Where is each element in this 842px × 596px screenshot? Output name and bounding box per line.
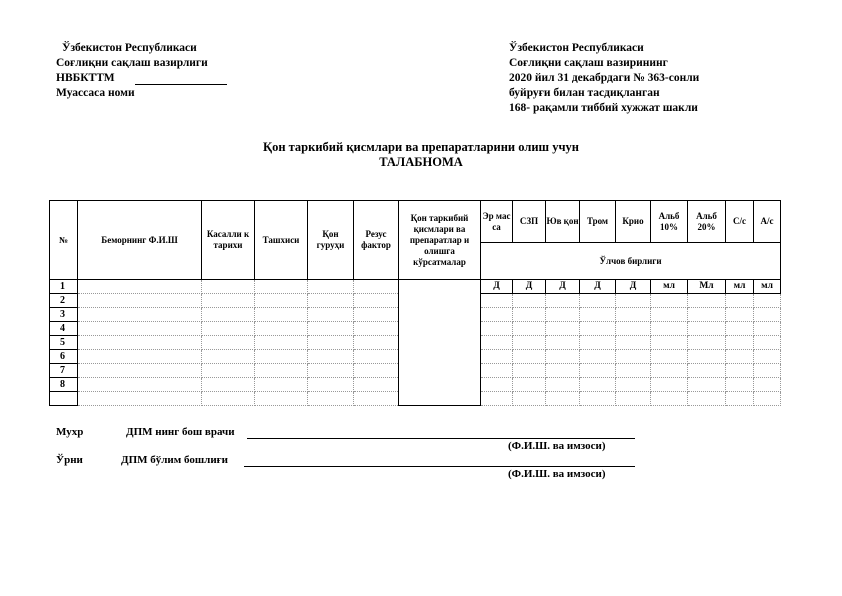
case-history-cell[interactable] xyxy=(202,378,255,392)
quantity-cell[interactable] xyxy=(651,322,688,336)
quantity-cell[interactable] xyxy=(726,350,754,364)
header-cryo: Крио xyxy=(616,201,651,243)
header-albumin-20: Альб 20% xyxy=(688,201,726,243)
header-blood-group: Қон гуруҳи xyxy=(308,201,354,280)
header-number: № xyxy=(50,201,78,280)
rhesus-cell[interactable] xyxy=(354,294,399,308)
quantity-cell[interactable] xyxy=(546,322,580,336)
quantity-cell[interactable] xyxy=(651,336,688,350)
quantity-cell[interactable] xyxy=(580,350,616,364)
unit-cell: Д xyxy=(616,280,651,294)
header-indications: Қон таркибий қисмлари ва препаратлар и олишга кўрсатмалар xyxy=(399,201,481,280)
quantity-cell[interactable] xyxy=(546,378,580,392)
patient-name-cell[interactable] xyxy=(78,350,202,364)
quantity-cell[interactable] xyxy=(546,350,580,364)
quantity-cell[interactable] xyxy=(726,364,754,378)
ministry-country-right: Ўзбекистон Республикаси xyxy=(509,42,644,54)
quantity-cell[interactable] xyxy=(726,294,754,308)
header-thrombo: Тром xyxy=(580,201,616,243)
quantity-cell[interactable] xyxy=(616,308,651,322)
row-number: 5 xyxy=(50,336,78,350)
quantity-cell[interactable] xyxy=(754,364,781,378)
ministry-name-right: Соғлиқни сақлаш вазирининг xyxy=(509,57,668,69)
approval-note: буйруғи билан тасдиқланган xyxy=(509,87,660,99)
patient-name-cell[interactable] xyxy=(78,364,202,378)
quantity-cell[interactable] xyxy=(616,392,651,406)
quantity-cell[interactable] xyxy=(688,392,726,406)
quantity-cell[interactable] xyxy=(754,322,781,336)
quantity-cell[interactable] xyxy=(481,322,513,336)
header-rhesus-factor: Резус фактор xyxy=(354,201,399,280)
quantity-cell[interactable] xyxy=(546,364,580,378)
case-history-cell[interactable] xyxy=(202,294,255,308)
place-label: Ўрни xyxy=(56,454,83,466)
quantity-cell[interactable] xyxy=(481,378,513,392)
quantity-cell[interactable] xyxy=(754,378,781,392)
rhesus-cell[interactable] xyxy=(354,322,399,336)
row-number: 3 xyxy=(50,308,78,322)
diagnosis-cell[interactable] xyxy=(255,336,308,350)
quantity-cell[interactable] xyxy=(616,336,651,350)
quantity-cell[interactable] xyxy=(616,350,651,364)
ministry-name-left: Соғлиқни сақлаш вазирлиги xyxy=(56,57,208,69)
quantity-cell[interactable] xyxy=(616,322,651,336)
diagnosis-cell[interactable] xyxy=(255,350,308,364)
request-table xyxy=(49,200,781,406)
quantity-cell[interactable] xyxy=(513,378,546,392)
quantity-cell[interactable] xyxy=(651,364,688,378)
form-number: 168- рақамли тиббий хужжат шакли xyxy=(509,102,698,114)
institution-name-label: Муассаса номи xyxy=(56,87,135,99)
quantity-cell[interactable] xyxy=(580,294,616,308)
department-signature-line[interactable] xyxy=(244,466,635,467)
department-head-label: ДПМ бўлим бошлиғи xyxy=(121,454,228,466)
quantity-cell[interactable] xyxy=(580,308,616,322)
quantity-cell[interactable] xyxy=(546,308,580,322)
patient-name-cell[interactable] xyxy=(78,322,202,336)
quantity-cell[interactable] xyxy=(688,308,726,322)
diagnosis-cell[interactable] xyxy=(255,364,308,378)
quantity-cell[interactable] xyxy=(651,308,688,322)
rhesus-cell[interactable] xyxy=(354,364,399,378)
quantity-cell[interactable] xyxy=(481,350,513,364)
quantity-cell[interactable] xyxy=(513,364,546,378)
chief-doctor-label: ДПМ нинг бош врачи xyxy=(126,426,235,438)
quantity-cell[interactable] xyxy=(513,322,546,336)
unit-cell: Д xyxy=(546,280,580,294)
quantity-cell[interactable] xyxy=(651,350,688,364)
row-number: 2 xyxy=(50,294,78,308)
case-history-cell[interactable] xyxy=(202,308,255,322)
quantity-cell[interactable] xyxy=(513,392,546,406)
stamp-label: Мухр xyxy=(56,426,84,438)
unit-cell: мл xyxy=(754,280,781,294)
diagnosis-cell[interactable] xyxy=(255,392,308,406)
header-washed-blood: Юв қон xyxy=(546,201,580,243)
quantity-cell[interactable] xyxy=(616,378,651,392)
row-number: 4 xyxy=(50,322,78,336)
header-albumin-10: Альб 10% xyxy=(651,201,688,243)
quantity-cell[interactable] xyxy=(726,378,754,392)
blood-group-cell[interactable] xyxy=(308,322,354,336)
case-history-cell[interactable] xyxy=(202,280,255,294)
quantity-cell[interactable] xyxy=(580,392,616,406)
header-diagnosis: Ташхиси xyxy=(255,201,308,280)
patient-name-cell[interactable] xyxy=(78,294,202,308)
quantity-cell[interactable] xyxy=(688,378,726,392)
header-unit-label: Ўлчов бирлиги xyxy=(481,243,781,280)
row-number-empty xyxy=(50,392,78,406)
unit-cell: Д xyxy=(513,280,546,294)
document-title-main: ТАЛАБНОМА xyxy=(379,155,463,169)
institution-code-line xyxy=(135,84,227,85)
quantity-cell[interactable] xyxy=(754,392,781,406)
rhesus-cell[interactable] xyxy=(354,392,399,406)
unit-cell: мл xyxy=(651,280,688,294)
case-history-cell[interactable] xyxy=(202,392,255,406)
quantity-cell[interactable] xyxy=(580,364,616,378)
indications-cell[interactable] xyxy=(399,280,481,406)
quantity-cell[interactable] xyxy=(513,294,546,308)
quantity-cell[interactable] xyxy=(688,364,726,378)
patient-name-cell[interactable] xyxy=(78,280,202,294)
diagnosis-cell[interactable] xyxy=(255,308,308,322)
quantity-cell[interactable] xyxy=(513,336,546,350)
quantity-cell[interactable] xyxy=(726,322,754,336)
quantity-cell[interactable] xyxy=(481,392,513,406)
quantity-cell[interactable] xyxy=(651,392,688,406)
blood-group-cell[interactable] xyxy=(308,378,354,392)
patient-name-cell[interactable] xyxy=(78,392,202,406)
quantity-cell[interactable] xyxy=(481,336,513,350)
quantity-cell[interactable] xyxy=(546,392,580,406)
document-title: Қон таркибий қисмлари ва препаратларини олиш учун xyxy=(263,140,579,154)
unit-cell: Мл xyxy=(688,280,726,294)
quantity-cell[interactable] xyxy=(688,350,726,364)
patient-name-cell[interactable] xyxy=(78,308,202,322)
case-history-cell[interactable] xyxy=(202,364,255,378)
quantity-cell[interactable] xyxy=(651,378,688,392)
quantity-cell[interactable] xyxy=(616,294,651,308)
quantity-cell[interactable] xyxy=(688,336,726,350)
blood-group-cell[interactable] xyxy=(308,308,354,322)
diagnosis-cell[interactable] xyxy=(255,378,308,392)
quantity-cell[interactable] xyxy=(726,308,754,322)
blood-group-cell[interactable] xyxy=(308,364,354,378)
quantity-cell[interactable] xyxy=(754,336,781,350)
quantity-cell[interactable] xyxy=(546,294,580,308)
patient-name-cell[interactable] xyxy=(78,336,202,350)
blood-group-cell[interactable] xyxy=(308,336,354,350)
rhesus-cell[interactable] xyxy=(354,280,399,294)
department-signature-hint: (Ф.И.Ш. ва имзоси) xyxy=(508,468,606,480)
rhesus-cell[interactable] xyxy=(354,378,399,392)
quantity-cell[interactable] xyxy=(616,364,651,378)
case-history-cell[interactable] xyxy=(202,322,255,336)
chief-signature-hint: (Ф.И.Ш. ва имзоси) xyxy=(508,440,606,452)
rhesus-cell[interactable] xyxy=(354,308,399,322)
blood-group-cell[interactable] xyxy=(308,294,354,308)
quantity-cell[interactable] xyxy=(481,364,513,378)
quantity-cell[interactable] xyxy=(513,350,546,364)
header-patient-name: Беморнинг Ф.И.Ш xyxy=(78,201,202,280)
order-reference: 2020 йил 31 декабрдаги № 363-сонли xyxy=(509,72,700,84)
diagnosis-cell[interactable] xyxy=(255,294,308,308)
diagnosis-cell[interactable] xyxy=(255,280,308,294)
unit-cell: Д xyxy=(481,280,513,294)
header-case-history: Касалли к тарихи xyxy=(202,201,255,280)
row-number: 7 xyxy=(50,364,78,378)
quantity-cell[interactable] xyxy=(651,294,688,308)
institution-code-label: НВБКТТМ xyxy=(56,72,115,84)
header-szp: СЗП xyxy=(513,201,546,243)
header-cs: С/с xyxy=(726,201,754,243)
quantity-cell[interactable] xyxy=(546,336,580,350)
quantity-cell[interactable] xyxy=(513,308,546,322)
blood-group-cell[interactable] xyxy=(308,280,354,294)
quantity-cell[interactable] xyxy=(580,378,616,392)
quantity-cell[interactable] xyxy=(726,336,754,350)
quantity-cell[interactable] xyxy=(754,308,781,322)
blood-group-cell[interactable] xyxy=(308,350,354,364)
unit-cell: Д xyxy=(580,280,616,294)
rhesus-cell[interactable] xyxy=(354,350,399,364)
header-as: А/с xyxy=(754,201,781,243)
row-number: 6 xyxy=(50,350,78,364)
patient-name-cell[interactable] xyxy=(78,378,202,392)
quantity-cell[interactable] xyxy=(688,294,726,308)
rhesus-cell[interactable] xyxy=(354,336,399,350)
quantity-cell[interactable] xyxy=(688,322,726,336)
quantity-cell[interactable] xyxy=(754,350,781,364)
quantity-cell[interactable] xyxy=(481,294,513,308)
case-history-cell[interactable] xyxy=(202,336,255,350)
quantity-cell[interactable] xyxy=(481,308,513,322)
chief-signature-line[interactable] xyxy=(247,438,635,439)
quantity-cell[interactable] xyxy=(580,322,616,336)
row-number: 1 xyxy=(50,280,78,294)
unit-cell: мл xyxy=(726,280,754,294)
header-erythro-mass: Эр мас са xyxy=(481,201,513,243)
quantity-cell[interactable] xyxy=(726,392,754,406)
ministry-country-left: Ўзбекистон Республикаси xyxy=(62,42,197,54)
quantity-cell[interactable] xyxy=(754,294,781,308)
row-number: 8 xyxy=(50,378,78,392)
diagnosis-cell[interactable] xyxy=(255,322,308,336)
blood-group-cell[interactable] xyxy=(308,392,354,406)
quantity-cell[interactable] xyxy=(580,336,616,350)
case-history-cell[interactable] xyxy=(202,350,255,364)
